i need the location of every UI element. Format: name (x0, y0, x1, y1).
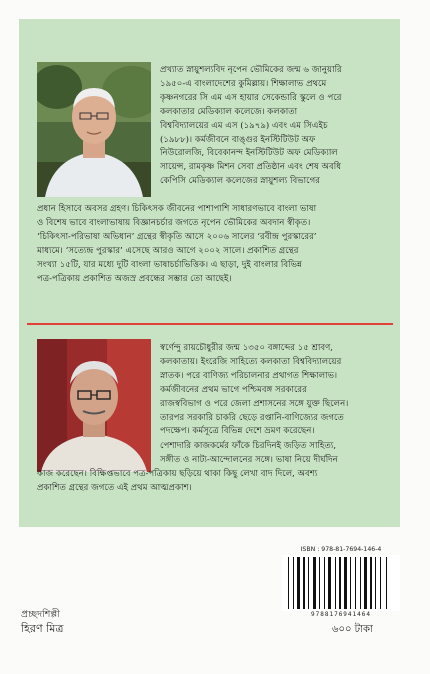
barcode-bar (319, 557, 320, 609)
text-line: পত্র-পত্রিকায় প্রকাশিত অজস্র প্রবন্ধের সম্ভার তো আছেই। (37, 273, 232, 284)
text-line: প্রখ্যাত স্নায়ুশল্যবিদ নৃপেন ভৌমিকের জন্ম ৬ জানুয়ারি (160, 65, 342, 75)
text-line: রাজস্ববিভাগ ও পরে জেলা প্রশাসনের সঙ্গে যুক্ত ছিলেন। (160, 398, 349, 409)
barcode-bar (360, 557, 361, 609)
barcode-bar (380, 557, 381, 609)
text-line: পদক্ষেপ। কর্মসূত্রে বিভিন্ন দেশে ভ্রমণ করেছেন। (160, 426, 315, 437)
barcode-bar (364, 557, 367, 609)
barcode-bar (303, 557, 305, 609)
barcode-bar (288, 557, 289, 609)
bio-2-right-column (160, 342, 392, 439)
text-line: কর্মজীবনের প্রথম ভাগে পশ্চিমবঙ্গ সরকারের (160, 384, 307, 395)
barcode-bar (328, 557, 331, 609)
barcode-bar (308, 557, 309, 609)
cover-artist-label: প্রচ্ছদশিল্পী (21, 609, 60, 620)
barcode-bar (313, 557, 316, 609)
text-line: মাধ্যমে। ‘সত্যেন্দ্র পুরস্কার’ এসেছে আরও আগে ২০০২ সালে। প্রকাশিত গ্রন্থের (37, 245, 299, 256)
author-photo-1 (37, 62, 151, 197)
barcode-bar (344, 557, 347, 609)
barcode-bar (297, 557, 300, 609)
cover-artist-name: হিরণ মিত্র (21, 622, 64, 635)
text-line: কেপিসি মেডিক্যাল কলেজের স্নায়ুশল্য বিভাগের (160, 176, 320, 187)
barcode-bar (355, 557, 356, 609)
barcode-bar (339, 557, 341, 609)
text-line: ও বিশেষ ভাবে বাংলাভাষায় বিজ্ঞানচর্চার জগতে নৃপেন ভৌমিকের অবদান স্বীকৃত। (37, 217, 311, 228)
barcode-bar (335, 557, 336, 609)
bio-1-right-column (160, 64, 392, 189)
bio-2-bottom (37, 440, 392, 496)
text-line: স্বর্ণেন্দু রায়চৌধুরীর জন্ম ১৩৫০ বঙ্গাব্দের ১৫ শ্রাবণ, (160, 343, 334, 353)
barcode-bar (386, 557, 387, 609)
price: ৬০০ টাকা (332, 624, 373, 635)
barcode-digits: 9788176941464 (311, 611, 371, 618)
text-line: কৃষ্ণনগরের সি এম এস হায়ার সেকেন্ডারি স্কুলে ও পরে (160, 92, 342, 103)
text-line: কাজ করেছেন। বিক্ষিপ্তভাবে পত্র-পত্রিকায় ছড়িয়ে থাকা কিছু লেখা বাদ দিলে, অবশ্য (37, 468, 318, 479)
bio-1-full-width (37, 203, 392, 286)
barcode-bar (293, 557, 294, 609)
text-line: কলকাতায়। ইংরেজি সাহিত্যে কলকাতা বিশ্ববিদ্যালয়ের (160, 356, 342, 367)
section-divider (27, 323, 393, 325)
text-line: সঙ্গীত ও নাট্য-আন্দোলনের সঙ্গে। ভাষা নিয়ে দীর্ঘদিন (160, 454, 338, 465)
barcode-bar (350, 557, 351, 609)
barcode (282, 555, 400, 611)
text-line: পেশাদারি কাজকর্মের ফাঁকে চিরদিনই জড়িত সাহিত্য, (160, 441, 337, 451)
text-line: (১৯৮৮)। কর্মজীবনে বাঙ্গুর ইনস্টিটিউট অফ (160, 134, 316, 145)
text-line: সায়েন্স, রামকৃষ্ণ মিশন সেবা প্রতিষ্ঠান এবং শেষ অবধি (160, 162, 342, 173)
isbn-label: ISBN : 978-81-7694-146-4 (300, 546, 382, 553)
text-line: স্নাতক। পরে বাণিজ্য পরিচালনার প্রথাগত শিক্ষালাভ। (160, 370, 338, 381)
barcode-bar (375, 557, 376, 609)
barcode-bar (370, 557, 372, 609)
text-line: প্রধান হিসাবে অবসর গ্রহণ। চিকিৎসক জীবনের পাশাপাশি সাধারণভাবে বাংলা ভাষা (37, 204, 317, 214)
text-line: তারপর সরকারি চাকরি ছেড়ে রপ্তানি-বাণিজ্যের জগতে (160, 412, 344, 423)
text-line: নিউরোলজি, বিবেকানন্দ ইনস্টিটিউট অফ মেডিক্যাল (160, 148, 338, 159)
text-line: ‘চিকিৎসা-পরিভাষা অভিধান’ গ্রন্থের স্বীকৃতি আসে ২০০৬ সালের ‘রবীন্দ্র পুরস্কারের’ (37, 231, 317, 242)
text-line: কলকাতার মেডিক্যাল কলেজে। কলকাতা (160, 106, 298, 117)
barcode-bar (324, 557, 325, 609)
text-line: বিশ্ববিদ্যালয়ের এম এস (১৯৭৯) এবং এম সিএইচ (160, 120, 328, 131)
text-line: প্রকাশিত গ্রন্থের জগতে এই প্রথম আত্মপ্রকাশ। (37, 482, 192, 493)
text-line: ১৯৫০-এ বাংলাদেশের কুমিল্লায়। শিক্ষালাভ প্রথমে (160, 78, 327, 89)
text-line: সংখ্যা ১৫টি, যার মধ্যে দুটি বাংলা ভাষাচর্চাভিত্তিক। এ ছাড়া, দুই বাংলার বিভিন্ন (37, 259, 302, 270)
